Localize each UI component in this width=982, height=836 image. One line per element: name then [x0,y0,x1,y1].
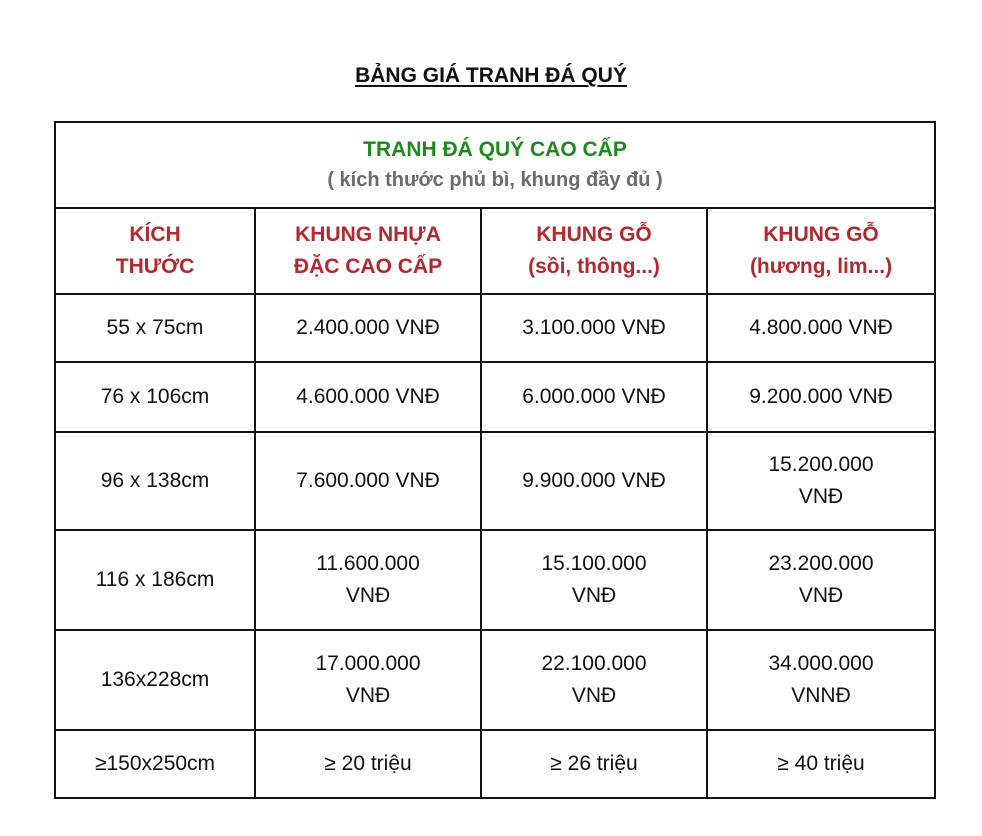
price-table [54,121,936,799]
price-line: 4.600.000 VNĐ [296,385,440,408]
price-cell-plastic [255,362,481,432]
price-line: 15.100.000 [541,552,647,575]
size-cell: 55 x 75cm [55,294,255,362]
header-line: KHUNG GỖ [763,223,879,246]
header-line: KÍCH [129,223,181,246]
size-cell: 116 x 186cm [55,530,255,630]
price-line: ≥ 26 triệu [550,752,638,775]
price-line: 17.000.000 [315,652,421,675]
table-row [55,294,935,362]
price-line: VNĐ [798,584,844,607]
price-line: 3.100.000 VNĐ [522,316,666,339]
header-line: (sồi, thông...) [528,255,660,278]
price-line: 34.000.000 [768,652,874,675]
header-line: KHUNG NHỰA [295,223,441,246]
price-line: 22.100.000 [541,652,647,675]
price-cell-wood-rose [707,730,935,798]
size-cell: 76 x 106cm [55,362,255,432]
price-cell-plastic [255,294,481,362]
price-cell-wood-rose [707,432,935,530]
price-cell-wood-oak [481,294,707,362]
price-line: VNĐ [798,485,844,508]
price-line: VNĐ [571,684,617,707]
table-row [55,630,935,730]
table-row [55,432,935,530]
header-size [55,208,255,294]
price-line: 23.200.000 [768,552,874,575]
table-row [55,530,935,630]
price-line: ≥ 40 triệu [777,752,865,775]
price-line: VNĐ [571,584,617,607]
price-line: VNNĐ [791,684,851,707]
price-cell-plastic [255,530,481,630]
price-line: 9.200.000 VNĐ [749,385,893,408]
price-cell-wood-oak [481,432,707,530]
price-cell-wood-rose [707,630,935,730]
header-line: KHUNG GỖ [536,223,652,246]
price-line: 2.400.000 VNĐ [296,316,440,339]
price-cell-plastic [255,730,481,798]
table-row [55,730,935,798]
price-cell-wood-oak [481,730,707,798]
price-line: VNĐ [345,684,391,707]
banner-row [55,122,935,208]
size-cell: 136x228cm [55,630,255,730]
price-cell-plastic [255,630,481,730]
price-line: 11.600.000 [316,552,420,575]
table-row [55,362,935,432]
price-cell-wood-oak [481,362,707,432]
header-line: THƯỚC [115,255,195,278]
header-plastic-frame [255,208,481,294]
price-cell-wood-oak [481,530,707,630]
page-title: BẢNG GIÁ TRANH ĐÁ QUÝ [355,64,627,87]
size-cell: 96 x 138cm [55,432,255,530]
price-cell-wood-rose [707,294,935,362]
size-cell: ≥150x250cm [55,730,255,798]
header-line: ĐẶC CAO CẤP [293,255,443,278]
price-cell-wood-oak [481,630,707,730]
price-cell-plastic [255,432,481,530]
price-cell-wood-rose [707,362,935,432]
header-row [55,208,935,294]
price-line: 4.800.000 VNĐ [749,316,893,339]
price-cell-wood-rose [707,530,935,630]
price-line: ≥ 20 triệu [324,752,412,775]
price-line: 9.900.000 VNĐ [522,469,666,492]
banner-subtitle: ( kích thước phủ bì, khung đầy đủ ) [327,169,663,191]
price-line: 6.000.000 VNĐ [522,385,666,408]
header-wood-rosewood [707,208,935,294]
header-line: (hương, lim...) [749,255,893,278]
banner-heading: TRANH ĐÁ QUÝ CAO CẤP [363,138,627,161]
price-line: VNĐ [345,584,391,607]
banner-cell [55,122,935,208]
header-wood-oak [481,208,707,294]
price-line: 7.600.000 VNĐ [296,469,440,492]
price-line: 15.200.000 [768,453,874,476]
